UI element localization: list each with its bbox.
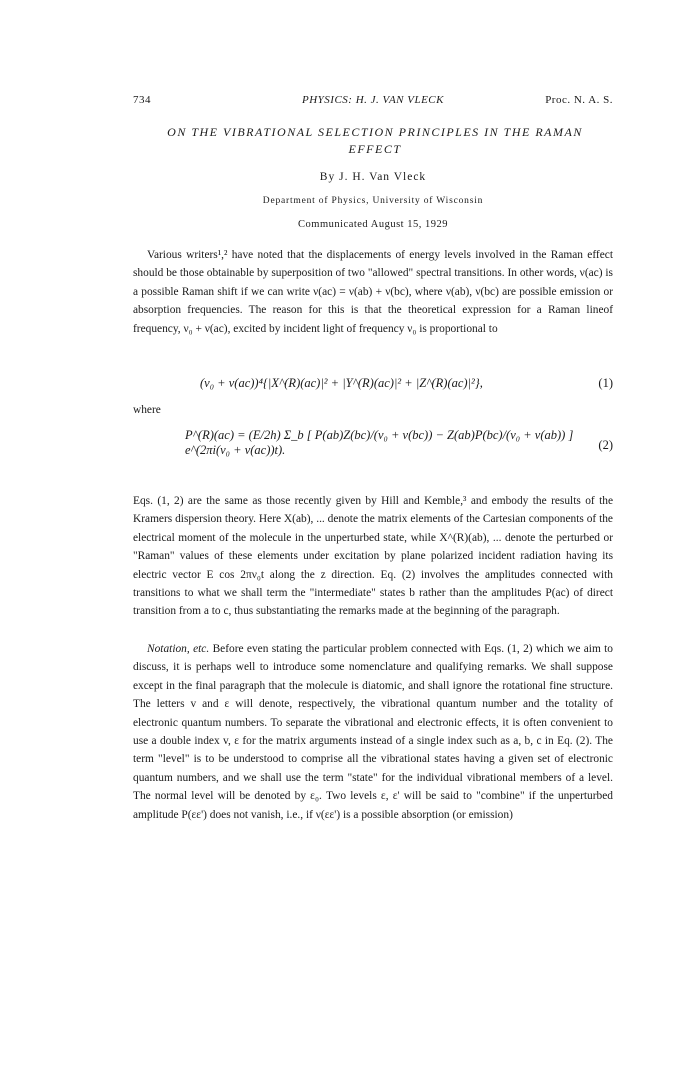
affiliation: Department of Physics, University of Wisconsin (262, 196, 484, 206)
equation-1-body: (ν₀ + ν(ac))⁴{|X^(R)(ac)|² + |Y^(R)(ac)|² + |Z^(R)(ac)|²}, (200, 376, 483, 390)
paragraph-notation-text: Before even stating the particular problem connected with Eqs. (1, 2) which we aim to discuss, it is perhaps well to introduce some nomenclature and qualifying remarks. We shall suppose except in the final paragraph that the molecule is diatomic, and shall ignore the rotational fine structure. The letters v and ε will denote, respectively, the vibrational quantum number and the totality of electronic quantum numbers. To separate the vibrational and electronic effects, it is often convenient to use a double index v, ε for the matrix arguments instead of a single index such as a, b, c in Eq. (2). The term "level" is to be understood to comprise all the vibrational states having a given set of electronic quantum numbers, and we shall use the term "state" for the individual vibrational members of a level. The normal level will be denoted by ε₀. Two levels ε, ε' will be said to "combine" if the unperturbed amplitude P(εε') does not vanish, i.e., if ν(εε') is a possible absorption (or emission) (133, 643, 614, 821)
equation-2-body: P^(R)(ac) = (E/2h) Σ_b [ P(ab)Z(bc)/(ν₀ + ν(bc)) − Z(ab)P(bc)/(ν₀ + ν(ab)) ] e^(2πi(ν₀ + ν(ac))t). (185, 428, 574, 457)
page-number: 734 (133, 94, 151, 106)
where-label: where (133, 404, 161, 416)
equation-2 (185, 428, 613, 468)
section-heading: Notation, etc. (147, 643, 210, 655)
paragraph-kramers: Eqs. (1, 2) are the same as those recently given by Hill and Kemble,³ and embody the results of the Kramers dispersion theory. Here X(ab), ... denote the matrix elements of the Cartesian components of the electrical moment of the molecule in the unperturbed state, while X^(R)(ab), ... denote the perturbed or "Raman" values of these elements under excitation by plane polarized incident radiation having its electric vector E cos 2πν₀t along the z direction. Eq. (2) involves the amplitudes connected with transitions to what we shall term the "intermediate" states b rather than the amplitudes P(ac) of direct transition from a to c, thus substantiating the remarks made at the beginning of the paragraph. (133, 495, 613, 618)
communicated-date: Communicated August 15, 1929 (298, 219, 448, 230)
running-title: PHYSICS: H. J. VAN VLECK (302, 94, 444, 106)
equation-2-number: (2) (598, 438, 613, 452)
equation-1-number: (1) (598, 376, 613, 390)
paragraph-notation (133, 640, 613, 824)
journal-abbreviation: Proc. N. A. S. (545, 94, 613, 106)
paragraph-intro: Various writers¹,² have noted that the displacements of energy levels involved in the Raman effect should be those obtainable by superposition of two "allowed" spectral transitions. In other words, ν(ac) is a possible Raman shift if we can write ν(ac) = ν(ab) + ν(bc), where ν(ab), ν(bc) are possible emission or absorption frequencies. The reason for this is that the theoretical expression for a Raman lineof frequency, ν₀ + ν(ac), excited by incident light of frequency ν₀ is proportional to (133, 249, 613, 335)
author-line: By J. H. Van Vleck (319, 171, 427, 183)
equation-1 (200, 376, 613, 391)
article-title: ON THE VIBRATIONAL SELECTION PRINCIPLES IN THE RAMAN EFFECT (167, 125, 583, 156)
